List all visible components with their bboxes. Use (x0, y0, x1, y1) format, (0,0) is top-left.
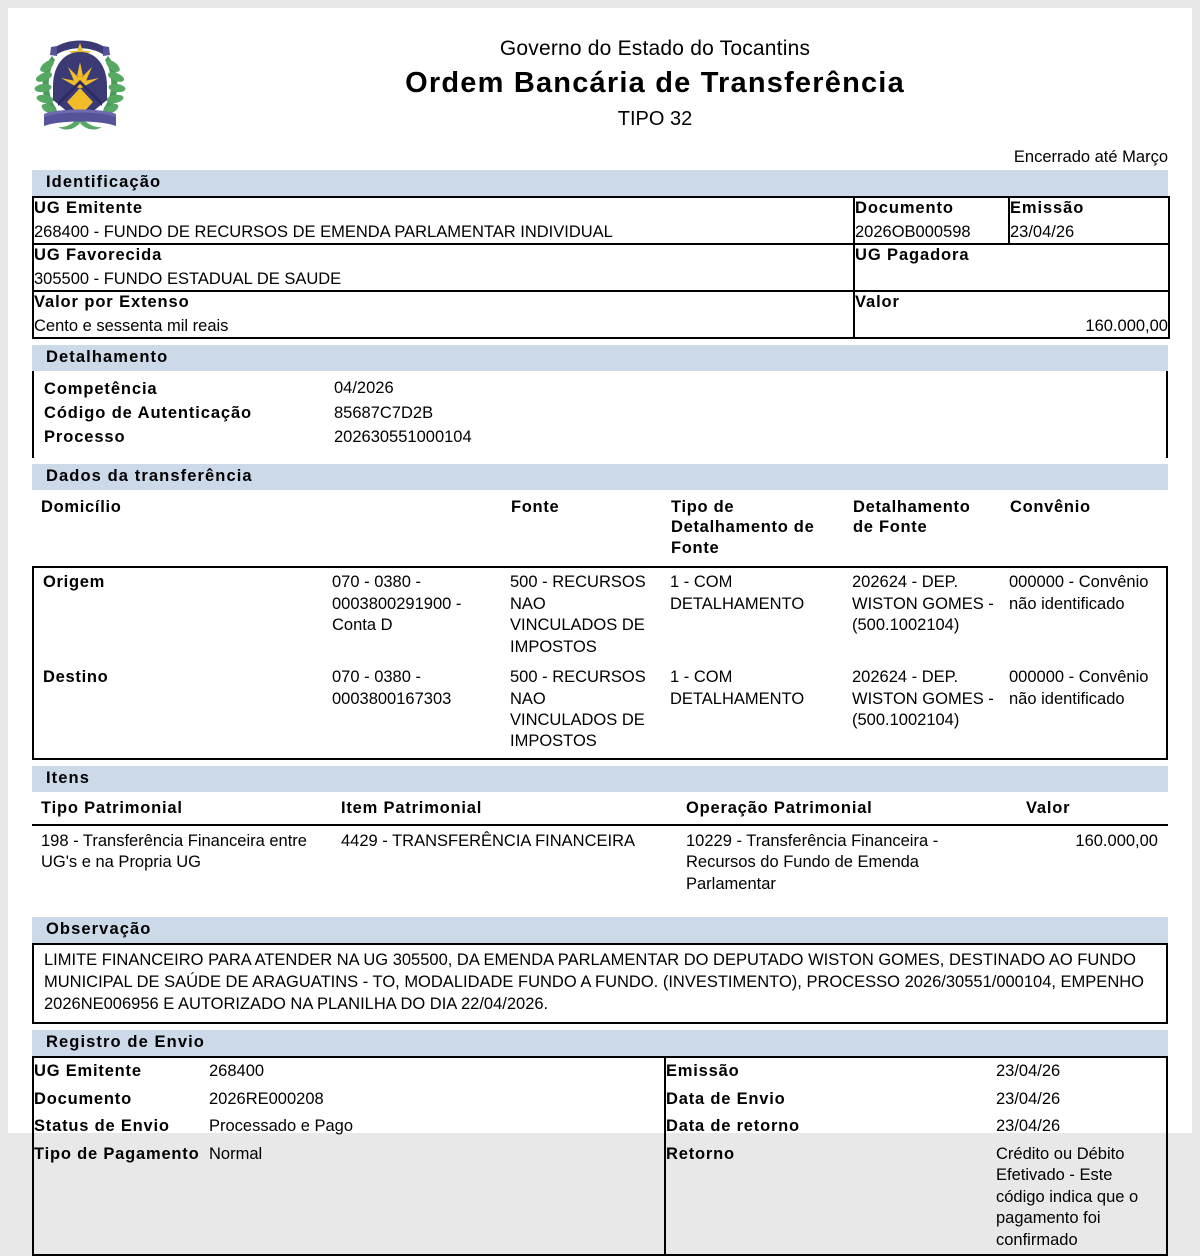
table-row (33, 663, 1167, 759)
closing-note: Encerrado até Março (1013, 148, 1168, 166)
destino-conta: 070 - 0380 - 0003800167303 (332, 668, 452, 708)
item-item-patrimonial: 4429 - TRANSFERÊNCIA FINANCEIRA (341, 831, 636, 850)
ug-pagadora-label: UG Pagadora (855, 246, 970, 265)
ug-favorecida-label: UG Favorecida (34, 246, 163, 265)
table-row (33, 1057, 1167, 1255)
table-row (666, 1113, 1166, 1140)
documento-label: Documento (855, 199, 954, 217)
ug-emitente-label: UG Emitente (34, 199, 143, 217)
origem-convenio: 000000 - Convênio não identificado (1009, 573, 1149, 613)
re-tipo-pagamento-value: Normal (209, 1144, 263, 1163)
table-row (33, 244, 1169, 291)
re-data-retorno-label: Data de retorno (666, 1117, 800, 1136)
valor-value: 160.000,00 (1085, 316, 1168, 335)
section-header-identificacao: Identificação (32, 170, 1168, 196)
detalhamento-table (44, 377, 1166, 450)
emissao-cell (1009, 197, 1169, 244)
observacao-text: LIMITE FINANCEIRO PARA ATENDER NA UG 305500, DA EMENDA PARLAMENTAR DO DEPUTADO WISTON GOMES, DESTINADO AO FUNDO MUNICIPAL DE SAÚDE DE ARAGUATINS - TO, MODALIDADE FUNDO A FUNDO. (INVESTIMENTO), PROCESSO 2026/30551/000104, EMPENHO 2026NE006956 E AUTORIZADO NA PLANILHA DO DIA 22/04/2026. (32, 943, 1168, 1024)
column-header-detalhamento-fonte: Detalhamento de Fonte (853, 497, 971, 537)
section-header-dados-transferencia: Dados da transferência (32, 464, 1168, 490)
section-header-detalhamento: Detalhamento (32, 345, 1168, 371)
processo-value: 202630551000104 (334, 428, 472, 447)
detalhamento-box (32, 371, 1168, 457)
column-header-item-patrimonial: Item Patrimonial (332, 792, 677, 825)
re-status-envio-label: Status de Envio (34, 1117, 170, 1136)
table-row (33, 197, 1169, 244)
documento-cell (854, 197, 1009, 244)
section-header-itens: Itens (32, 766, 1168, 792)
registro-envio-left-column (33, 1057, 665, 1255)
identificacao-table (32, 196, 1170, 339)
re-data-retorno-value: 23/04/26 (996, 1117, 1061, 1136)
ug-favorecida-cell (33, 244, 854, 291)
column-header-valor: Valor (1017, 792, 1168, 825)
table-row (34, 1113, 664, 1140)
ug-pagadora-value (855, 267, 1168, 290)
re-emissao-label: Emissão (666, 1062, 740, 1081)
government-line: Governo do Estado do Tocantins (499, 37, 811, 60)
origem-fonte: 500 - RECURSOS NAO VINCULADOS DE IMPOSTOS (510, 573, 646, 656)
codigo-autenticacao-value: 85687C7D2B (334, 403, 434, 422)
emissao-label: Emissão (1010, 199, 1085, 217)
column-header-tipo-patrimonial: Tipo Patrimonial (32, 792, 332, 825)
table-row (44, 377, 1166, 401)
re-data-envio-label: Data de Envio (666, 1089, 786, 1108)
column-header-tipo-detalhamento-fonte: Tipo de Detalhamento de Fonte (671, 497, 815, 557)
valor-extenso-cell (33, 291, 854, 338)
table-row (666, 1086, 1166, 1113)
re-documento-value: 2026RE000208 (209, 1089, 324, 1108)
destino-fonte: 500 - RECURSOS NAO VINCULADOS DE IMPOSTOS (510, 668, 646, 751)
table-row (33, 291, 1169, 338)
document-body (32, 170, 1168, 1256)
table-row (34, 1141, 664, 1168)
re-tipo-pagamento-label: Tipo de Pagamento (34, 1144, 200, 1163)
re-documento-label: Documento (34, 1089, 132, 1108)
table-header-row (32, 490, 1168, 568)
table-row (666, 1141, 1166, 1254)
item-operacao-patrimonial: 10229 - Transferência Financeira - Recursos do Fundo de Emenda Parlamentar (686, 831, 939, 893)
emissao-value: 23/04/26 (1010, 222, 1075, 241)
origem-detalhamento-fonte: 202624 - DEP. WISTON GOMES - (500.1002104) (852, 573, 994, 635)
codigo-autenticacao-label: Código de Autenticação (44, 404, 253, 423)
item-tipo-patrimonial: 198 - Transferência Financeira entre UG's e na Propria UG (41, 831, 307, 872)
table-header-row (32, 792, 1168, 825)
registro-envio-right-column (665, 1057, 1167, 1255)
processo-label: Processo (44, 428, 126, 447)
origem-label: Origem (43, 573, 105, 592)
title-block (138, 36, 1172, 132)
registro-envio-table (32, 1056, 1168, 1256)
item-valor: 160.000,00 (1075, 831, 1158, 850)
table-row (666, 1058, 1166, 1085)
destino-tipo-detalhamento: 1 - COM DETALHAMENTO (670, 668, 805, 708)
ug-emitente-cell (33, 197, 854, 244)
table-row (44, 426, 1166, 450)
page-title: Ordem Bancária de Transferência (405, 67, 905, 100)
re-status-envio-value: Processado e Pago (209, 1117, 354, 1136)
dados-transferencia-header-table (32, 490, 1168, 569)
document-header (8, 8, 1192, 148)
ug-pagadora-cell (854, 244, 1169, 291)
re-retorno-value: Crédito ou Débito Efetivado - Este código indica que o pagamento foi confirmado (996, 1144, 1139, 1249)
documento-value: 2026OB000598 (855, 222, 971, 241)
valor-extenso-label: Valor por Extenso (34, 293, 190, 312)
column-header-fonte: Fonte (511, 497, 560, 516)
re-retorno-label: Retorno (666, 1144, 735, 1163)
origem-conta: 070 - 0380 - 0003800291900 - Conta D (332, 573, 462, 635)
section-header-observacao: Observação (32, 917, 1168, 943)
document-type: TIPO 32 (617, 108, 693, 131)
registro-envio-left-table (34, 1058, 664, 1168)
destino-label: Destino (43, 668, 109, 687)
destino-detalhamento-fonte: 202624 - DEP. WISTON GOMES - (500.1002104) (852, 668, 994, 729)
document-page (8, 8, 1192, 1249)
section-header-registro-envio: Registro de Envio (32, 1030, 1168, 1056)
competencia-label: Competência (44, 379, 158, 398)
re-emissao-value: 23/04/26 (996, 1062, 1061, 1081)
tocantins-coat-of-arms-icon (30, 26, 130, 138)
dados-transferencia-body-table (32, 568, 1168, 760)
table-row (34, 1058, 664, 1085)
column-header-operacao-patrimonial: Operação Patrimonial (677, 792, 1017, 825)
ug-favorecida-value: 305500 - FUNDO ESTADUAL DE SAUDE (34, 269, 342, 288)
re-ug-emitente-value: 268400 (209, 1062, 265, 1081)
column-header-convenio: Convênio (1010, 497, 1091, 516)
valor-cell (854, 291, 1169, 338)
origem-tipo-detalhamento: 1 - COM DETALHAMENTO (670, 573, 805, 613)
table-row (33, 568, 1167, 663)
table-row (34, 1086, 664, 1113)
table-row (44, 402, 1166, 426)
itens-table (32, 792, 1168, 901)
valor-label: Valor (855, 293, 900, 312)
table-row (32, 825, 1168, 901)
competencia-value: 04/2026 (334, 379, 394, 398)
valor-extenso-value: Cento e sessenta mil reais (34, 316, 229, 335)
registro-envio-right-table (666, 1058, 1166, 1254)
ug-emitente-value: 268400 - FUNDO DE RECURSOS DE EMENDA PARLAMENTAR INDIVIDUAL (34, 222, 613, 241)
column-header-domicilio: Domicílio (41, 497, 122, 516)
re-data-envio-value: 23/04/26 (996, 1089, 1061, 1108)
re-ug-emitente-label: UG Emitente (34, 1062, 142, 1081)
destino-convenio: 000000 - Convênio não identificado (1009, 668, 1149, 708)
